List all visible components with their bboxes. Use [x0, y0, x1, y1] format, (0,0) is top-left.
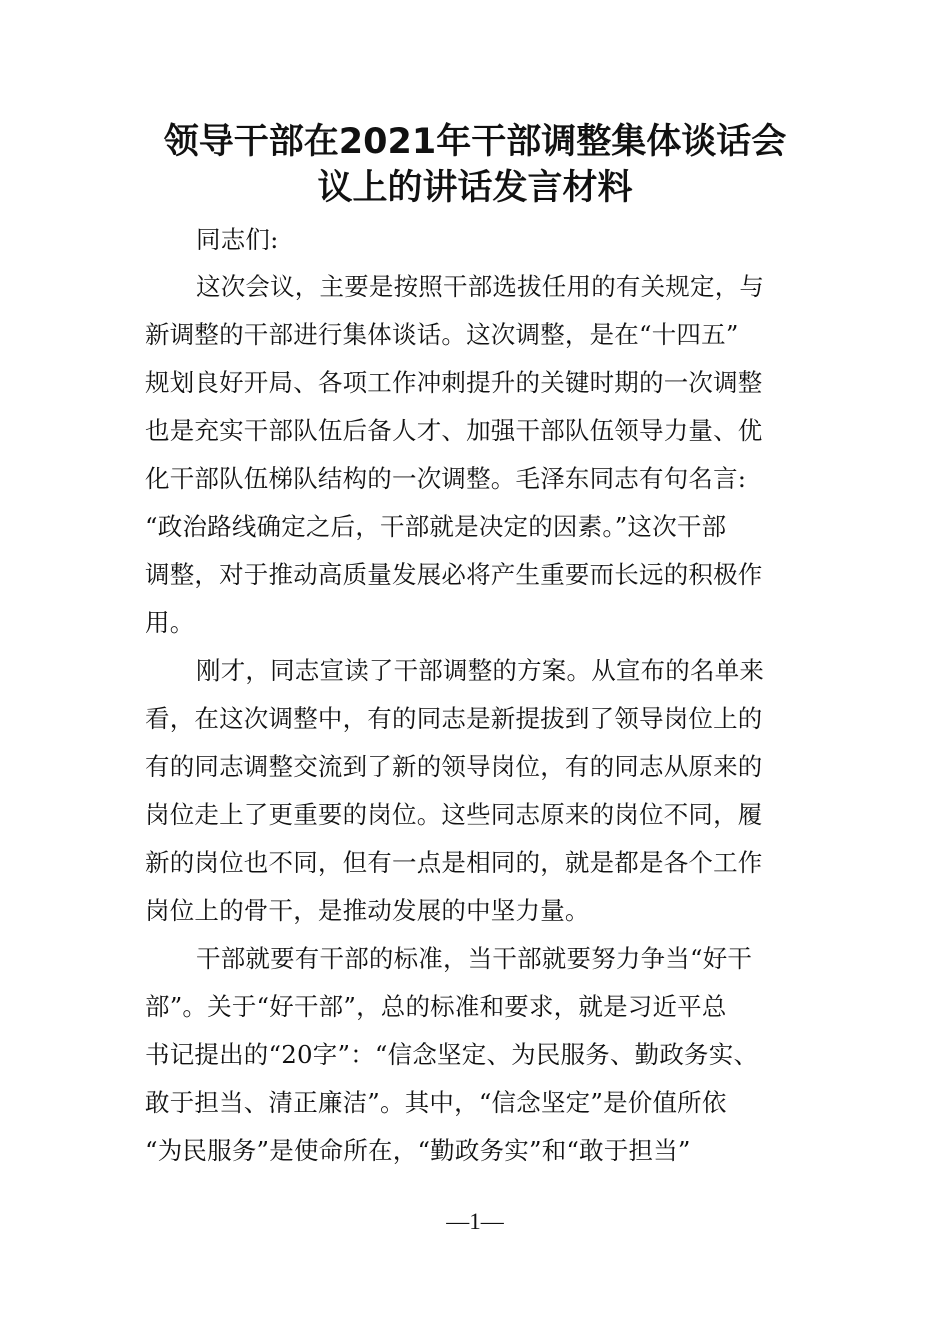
paragraph-1-line-8: 用。	[145, 608, 195, 637]
paragraph-1-line-5: 化干部队伍梯队结构的一次调整。毛泽东同志有句名言:	[145, 464, 747, 493]
paragraph-1-line-1: 这次会议，主要是按照干部选拔任用的有关规定，与	[196, 272, 765, 301]
salutation: 同志们:	[196, 225, 279, 254]
paragraph-3-line-1: 干部就要有干部的标准，当干部就要努力争当“好干	[196, 944, 753, 973]
paragraph-2-line-2: 看，在这次调整中，有的同志是新提拔到了领导岗位上的	[145, 704, 763, 733]
paragraph-3-line-3: 书记提出的“20字”：“信念坚定、为民服务、勤政务实、	[145, 1040, 759, 1069]
page-number: —1—	[446, 1209, 504, 1234]
paragraph-3-line-2: 部”。关于“好干部”，总的标准和要求，就是习近平总	[145, 992, 727, 1021]
paragraph-3-line-5: “为民服务”是使命所在，“勤政务实”和“敢于担当”	[145, 1136, 691, 1165]
paragraph-1-line-7: 调整，对于推动高质量发展必将产生重要而长远的积极作	[145, 560, 763, 589]
paragraph-2-line-4: 岗位走上了更重要的岗位。这些同志原来的岗位不同，履	[145, 800, 763, 829]
document-title-line-2: 议上的讲话发言材料	[317, 168, 633, 208]
paragraph-3-line-4: 敢于担当、清正廉洁”。其中，“信念坚定”是价值所依	[145, 1088, 727, 1117]
paragraph-2-line-3: 有的同志调整交流到了新的领导岗位，有的同志从原来的	[145, 752, 763, 781]
paragraph-1-line-4: 也是充实干部队伍后备人才、加强干部队伍领导力量、优	[145, 416, 763, 445]
paragraph-1-line-3: 规划良好开局、各项工作冲刺提升的关键时期的一次调整	[145, 368, 763, 397]
paragraph-1-line-2: 新调整的干部进行集体谈话。这次调整，是在“十四五”	[145, 320, 739, 349]
paragraph-1-line-6: “政治路线确定之后，干部就是决定的因素。”这次干部	[145, 512, 727, 541]
paragraph-2-line-5: 新的岗位也不同，但有一点是相同的，就是都是各个工作	[145, 848, 763, 877]
document-title-line-1: 领导干部在2021年干部调整集体谈话会	[163, 122, 787, 162]
paragraph-2-line-6: 岗位上的骨干，是推动发展的中坚力量。	[145, 896, 590, 925]
paragraph-2-line-1: 刚才，同志宣读了干部调整的方案。从宣布的名单来	[196, 656, 765, 685]
